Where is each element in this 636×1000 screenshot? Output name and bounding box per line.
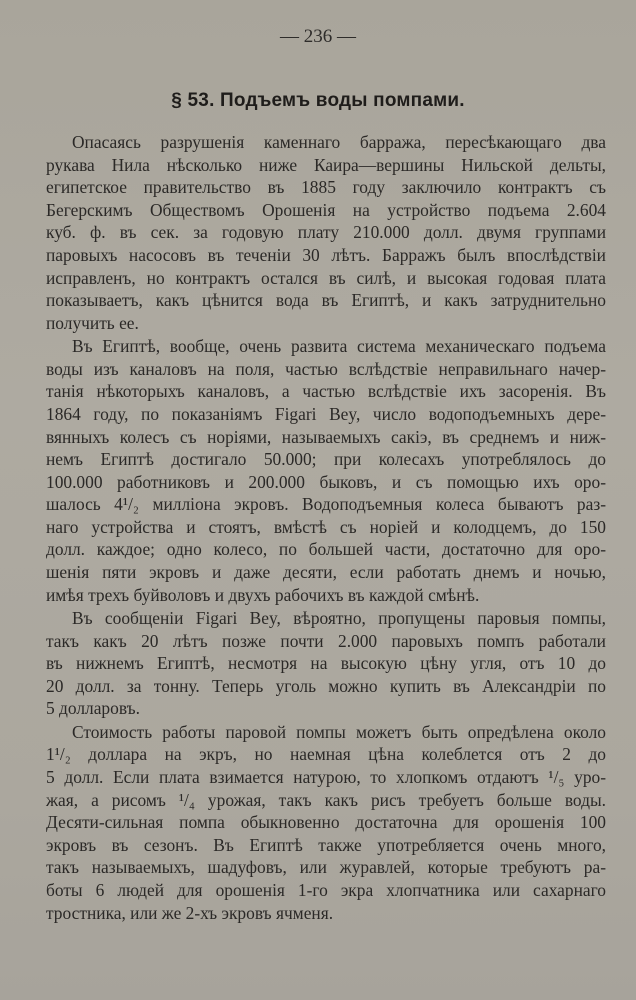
text-line: Десяти-сильная помпа обыкновенно достаточна для орошенія 100 [46, 812, 606, 833]
text-line: въ нижнемъ Египтѣ, несмотря на высокую цѣну угля, отъ 10 до [46, 653, 606, 674]
text-line: 5 долларовъ. [46, 698, 140, 719]
text-line: исправленъ, но контрактъ остался въ силѣ, и высокая годовая плата [46, 267, 606, 288]
text-line: Бегерскимъ Обществомъ Орошенія на устройство подъема 2.604 [46, 199, 606, 220]
text-line: 1864 году, по показаніямъ Figari Bey, число водоподъемныхъ дере- [46, 403, 606, 424]
paragraph-2 [46, 335, 606, 606]
text-line: 1¹/₂ доллара на экръ, но наемная цѣна колеблется отъ 2 до [46, 744, 606, 765]
text-line: долл. каждое; одно колесо, по большей части, достаточно для оро- [46, 539, 606, 560]
text-line: Стоимость работы паровой помпы можетъ быть опредѣлена около [72, 721, 606, 742]
text-line: получить ее. [46, 312, 139, 333]
body-text [46, 131, 606, 924]
text-line: воды изъ каналовъ на поля, частью вслѣдствіе неправильнаго начер- [46, 358, 606, 379]
text-line: наго устройства и стоятъ, вмѣстѣ съ норіей и колодцемъ, до 150 [46, 516, 606, 537]
text-line: тростника, или же 2-хъ экровъ ячменя. [46, 902, 334, 923]
text-line: Въ Египтѣ, вообще, очень развита система механическаго подъема [72, 336, 606, 357]
page-number: — 236 — [280, 26, 356, 47]
paragraph-4 [46, 721, 606, 924]
text-line: танія нѣкоторыхъ каналовъ, а частью вслѣдствіе ихъ засоренія. Въ [46, 381, 606, 402]
text-line: рукава Нила нѣсколько ниже Каира—вершины Нильской дельты, [46, 154, 606, 175]
text-line: шалось 4¹/₂ милліона экровъ. Водоподъемныя колеса бываютъ раз- [46, 494, 606, 515]
text-line: показываетъ, какъ цѣнится вода въ Египтѣ, и какъ затруднительно [46, 290, 606, 311]
text-line: экровъ въ сезонъ. Въ Египтѣ также употребляется очень много, [46, 834, 606, 855]
text-line: боты 6 людей для орошенія 1-го экра хлопчатника или сахарнаго [46, 879, 606, 900]
text-line: вянныхъ колесъ съ норіями, называемыхъ сакіэ, въ среднемъ и ниж- [46, 426, 606, 447]
paragraph-1 [46, 131, 606, 334]
text-line: египетское правительство въ 1885 году заключило контрактъ съ [46, 177, 606, 198]
text-line: Опасаясь разрушенія каменнаго барража, пересѣкающаго два [72, 132, 606, 152]
text-line: шенія пяти экровъ и даже десяти, если работать днемъ и ночью, [46, 562, 606, 583]
text-line: 100.000 работниковъ и 200.000 быковъ, и съ помощью ихъ оро- [46, 471, 606, 492]
text-line: немъ Египтѣ достигало 50.000; при колесахъ употреблялось до [46, 449, 606, 470]
text-line: имѣя трехъ буйволовъ и двухъ рабочихъ въ каждой смѣнѣ. [46, 584, 480, 605]
text-line: такъ называемыхъ, шадуфовъ, или журавлей, которые требуютъ ра- [46, 857, 606, 878]
text-line: Въ сообщеніи Figari Bey, вѣроятно, пропущены паровыя помпы, [72, 608, 606, 629]
text-line: жая, а рисомъ ¹/₄ урожая, такъ какъ рисъ требуетъ больше воды. [46, 789, 606, 810]
text-line: такъ какъ 20 лѣтъ позже почти 2.000 паровыхъ помпъ работали [46, 630, 606, 651]
text-line: паровыхъ насосовъ въ теченіи 30 лѣтъ. Барражъ былъ впослѣдствіи [46, 244, 606, 265]
text-line: 20 долл. за тонну. Теперь уголь можно купить въ Александріи по [46, 675, 606, 696]
paragraph-3 [46, 607, 606, 720]
text-line: куб. ф. въ сек. за годовую плату 210.000 долл. двумя группами [46, 222, 606, 243]
section-heading: § 53. Подъемъ воды помпами. [171, 90, 465, 111]
text-line: 5 долл. Если плата взимается натурою, то хлопкомъ отдаютъ ¹/₅ уро- [46, 767, 606, 788]
